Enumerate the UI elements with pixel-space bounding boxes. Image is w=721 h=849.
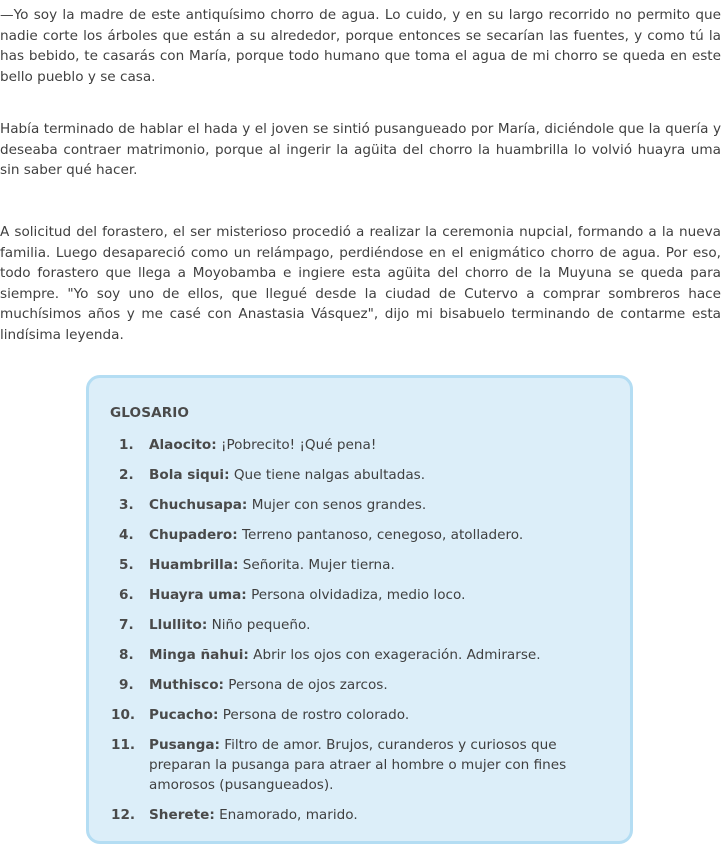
glossary-definition: Persona de rostro colorado. bbox=[222, 707, 410, 723]
glossary-item-number: 8. bbox=[119, 647, 134, 663]
glossary-term: Chuchusapa: bbox=[149, 497, 248, 513]
story-paragraph: Había terminado de hablar el hada y el joven se sintió pusangueado por María, diciéndole que la quería y deseaba contraer matrimonio, porque al ingerir la agüita del chorro la huambrilla lo volvió huayra uma sin saber qué hacer. bbox=[0, 121, 721, 178]
glossary-item-number: 4. bbox=[119, 527, 134, 543]
glossary-item-number: 2. bbox=[119, 467, 134, 483]
glossary-item bbox=[111, 615, 611, 635]
glossary-item bbox=[111, 645, 611, 665]
glossary-item bbox=[111, 555, 611, 575]
glossary-item bbox=[111, 675, 611, 695]
glossary-term: Llullito: bbox=[149, 617, 208, 633]
glossary-item-number: 10. bbox=[111, 707, 136, 723]
glossary-term: Alaocito: bbox=[149, 437, 217, 453]
story-paragraph: —Yo soy la madre de este antiquísimo chorro de agua. Lo cuido, y en su largo recorrido no permito que nadie corte los árboles que están a su alrededor, porque entonces se secarían las fuentes, y como tú la has bebido, te casarás con María, porque todo humano que toma el agua de mi chorro se queda en este bello pueblo y se casa. bbox=[0, 7, 721, 85]
glossary-title: GLOSARIO bbox=[110, 405, 190, 421]
glossary-definition: Niño pequeño. bbox=[211, 617, 311, 633]
glossary-item-number: 6. bbox=[119, 587, 134, 603]
glossary-item-number: 11. bbox=[111, 737, 136, 753]
glossary-definition: Persona olvidadiza, medio loco. bbox=[251, 587, 466, 603]
glossary-item-number: 7. bbox=[119, 617, 134, 633]
glossary-term: Sherete: bbox=[149, 807, 215, 823]
glossary-list bbox=[111, 435, 611, 835]
glossary-item-number: 3. bbox=[119, 497, 134, 513]
glossary-term: Huambrilla: bbox=[149, 557, 239, 573]
glossary-item bbox=[111, 465, 611, 485]
glossary-definition: Persona de ojos zarcos. bbox=[228, 677, 388, 693]
glossary-definition: Mujer con senos grandes. bbox=[251, 497, 427, 513]
glossary-term: Huayra uma: bbox=[149, 587, 247, 603]
glossary-definition: Señorita. Mujer tierna. bbox=[242, 557, 395, 573]
glossary-definition: Terreno pantanoso, cenegoso, atolladero. bbox=[242, 527, 524, 543]
glossary-definition: Filtro de amor. Brujos, curanderos y curiosos que preparan la pusanga para atraer al hombre o mujer con fines amorosos (pusangueados). bbox=[149, 737, 567, 793]
glossary-definition: Abrir los ojos con exageración. Admirarse. bbox=[253, 647, 541, 663]
glossary-item-number: 12. bbox=[111, 807, 136, 823]
glossary-term: Muthisco: bbox=[149, 677, 224, 693]
glossary-term: Pusanga: bbox=[149, 737, 220, 753]
glossary-item bbox=[111, 805, 611, 825]
glossary-definition: Enamorado, marido. bbox=[219, 807, 358, 823]
glossary-box bbox=[86, 375, 633, 844]
glossary-definition: ¡Pobrecito! ¡Qué pena! bbox=[221, 437, 377, 453]
glossary-item bbox=[111, 735, 611, 795]
glossary-term: Minga ñahui: bbox=[149, 647, 249, 663]
glossary-item bbox=[111, 495, 611, 515]
glossary-definition: Que tiene nalgas abultadas. bbox=[233, 467, 426, 483]
glossary-item bbox=[111, 435, 611, 455]
glossary-item-number: 5. bbox=[119, 557, 134, 573]
glossary-term: Chupadero: bbox=[149, 527, 238, 543]
glossary-item bbox=[111, 705, 611, 725]
glossary-item bbox=[111, 525, 611, 545]
glossary-item bbox=[111, 585, 611, 605]
story-paragraph: A solicitud del forastero, el ser misterioso procedió a realizar la ceremonia nupcial, formando a la nueva familia. Luego desapareció como un relámpago, perdiéndose en el enigmático chorro de agua. Por eso, todo forastero que llega a Moyobamba e ingiere esta agüita del chorro de la Muyuna se queda para siempre. "Yo soy uno de ellos, que llegué desde la ciudad de Cutervo a comprar sombreros hace muchísimos años y me casé con Anastasia Vásquez", dijo mi bisabuelo terminando de contarme esta lindísima leyenda. bbox=[0, 224, 721, 343]
glossary-item-number: 9. bbox=[119, 677, 134, 693]
glossary-term: Bola siqui: bbox=[149, 467, 230, 483]
glossary-term: Pucacho: bbox=[149, 707, 219, 723]
glossary-item-number: 1. bbox=[119, 437, 134, 453]
